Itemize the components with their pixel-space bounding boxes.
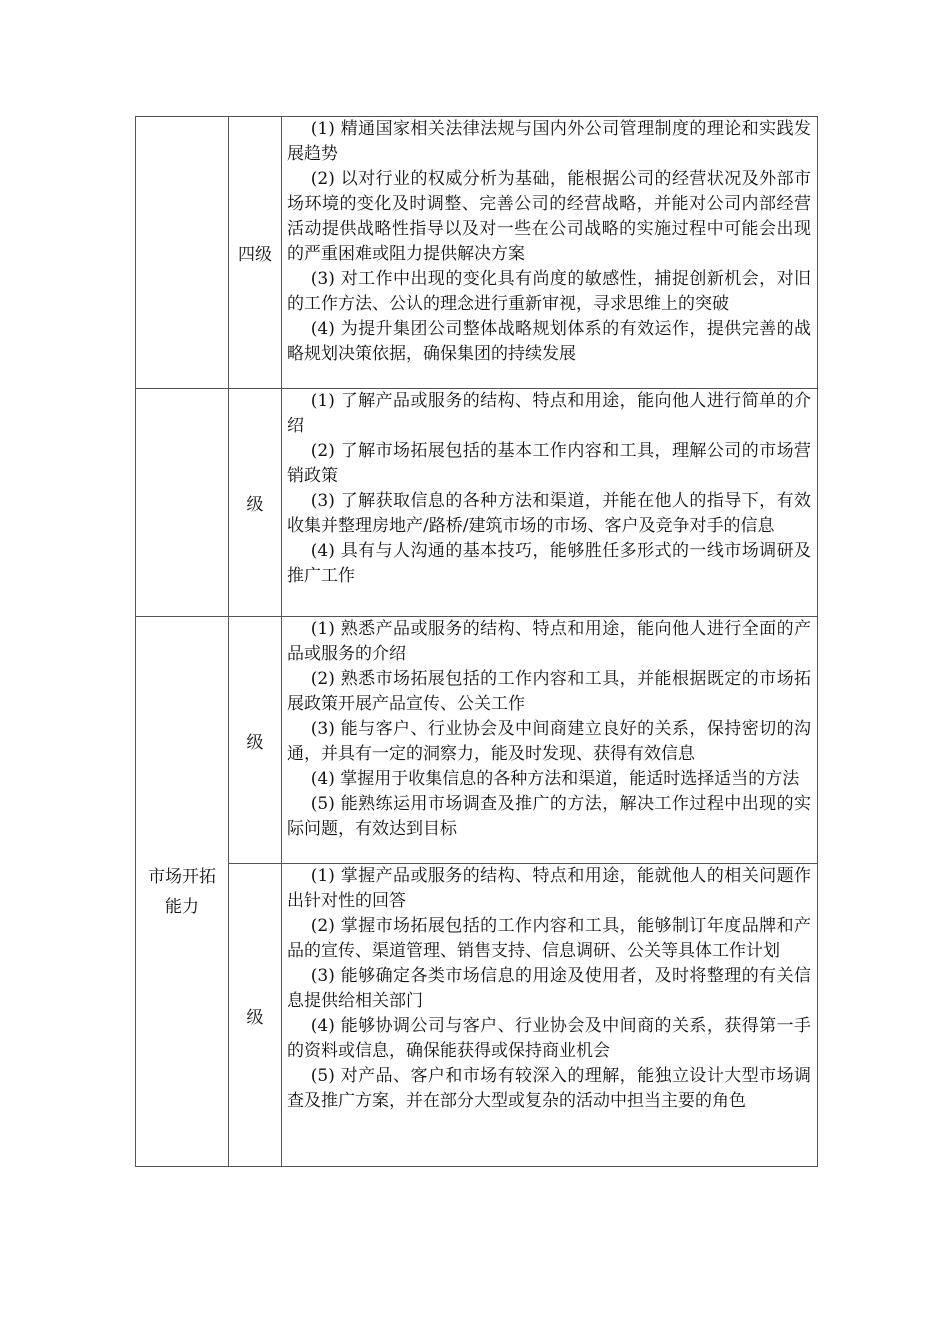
list-item: (5) 能熟练运用市场调查及推广的方法，解决工作过程中出现的实际问题，有效达到目标 <box>287 794 811 839</box>
list-item: (4) 为提升集团公司整体战略规划体系的有效运作，提供完善的战略规划决策依据，确保集团的持续发展 <box>287 319 811 364</box>
category-label-line1: 市场开拓 <box>148 866 216 887</box>
list-item: (4) 掌握用于收集信息的各种方法和渠道，能适时选择适当的方法 <box>310 769 800 789</box>
table-row <box>136 617 818 864</box>
list-item: (3) 能够确定各类市场信息的用途及使用者，及时将整理的有关信息提供给相关部门 <box>287 966 811 1011</box>
description-cell <box>282 864 818 1167</box>
list-item: (1) 了解产品或服务的结构、特点和用途，能向他人进行简单的介绍 <box>287 391 811 436</box>
level-cell: 四级 <box>229 117 282 389</box>
list-item: (3) 能与客户、行业协会及中间商建立良好的关系，保持密切的沟通，并具有一定的洞察力，能及时发现、获得有效信息 <box>287 719 811 764</box>
level-cell: 级 <box>229 617 282 864</box>
list-item: (1) 掌握产品或服务的结构、特点和用途，能就他人的相关问题作出针对性的回答 <box>287 866 811 911</box>
list-item: (2) 以对行业的权威分析为基础，能根据公司的经营状况及外部市场环境的变化及时调整、完善公司的经营战略，并能对公司内部经营活动提供战略性指导以及对一些在公司战略的实施过程中可能会出现的严重困难或阻力提供解决方案 <box>287 169 811 264</box>
level-cell: 级 <box>229 389 282 617</box>
list-item: (4) 具有与人沟通的基本技巧，能够胜任多形式的一线市场调研及推广工作 <box>287 541 811 586</box>
category-cell-empty <box>136 389 229 617</box>
category-label-line2: 能力 <box>165 896 199 917</box>
list-item: (2) 熟悉市场拓展包括的工作内容和工具，并能根据既定的市场拓展政策开展产品宣传、公关工作 <box>287 669 811 714</box>
table-row <box>136 864 818 1167</box>
description-cell <box>282 389 818 617</box>
list-item: (2) 掌握市场拓展包括的工作内容和工具，能够制订年度品牌和产品的宣传、渠道管理、销售支持、信息调研、公关等具体工作计划 <box>287 916 811 961</box>
category-cell <box>136 617 229 1167</box>
list-item: (5) 对产品、客户和市场有较深入的理解，能独立设计大型市场调查及推广方案，并在部分大型或复杂的活动中担当主要的角色 <box>287 1066 811 1111</box>
description-cell <box>282 117 818 389</box>
description-cell <box>282 617 818 864</box>
list-item: (1) 精通国家相关法律法规与国内外公司管理制度的理论和实践发展趋势 <box>287 119 811 164</box>
table-row <box>136 117 818 389</box>
list-item: (1) 熟悉产品或服务的结构、特点和用途，能向他人进行全面的产品或服务的介绍 <box>287 619 811 664</box>
list-item: (3) 了解获取信息的各种方法和渠道，并能在他人的指导下，有效收集并整理房地产/路桥/建筑市场的市场、客户及竞争对手的信息 <box>287 491 811 536</box>
level-cell: 级 <box>229 864 282 1167</box>
competency-table <box>135 116 818 1167</box>
list-item: (4) 能够协调公司与客户、行业协会及中间商的关系，获得第一手的资料或信息，确保能获得或保持商业机会 <box>287 1016 811 1061</box>
category-cell-empty <box>136 117 229 389</box>
list-item: (3) 对工作中出现的变化具有尚度的敏感性，捕捉创新机会，对旧的工作方法、公认的理念进行重新审视，寻求思维上的突破 <box>287 269 811 314</box>
table-row <box>136 389 818 617</box>
list-item: (2) 了解市场拓展包括的基本工作内容和工具，理解公司的市场营销政策 <box>287 441 811 486</box>
